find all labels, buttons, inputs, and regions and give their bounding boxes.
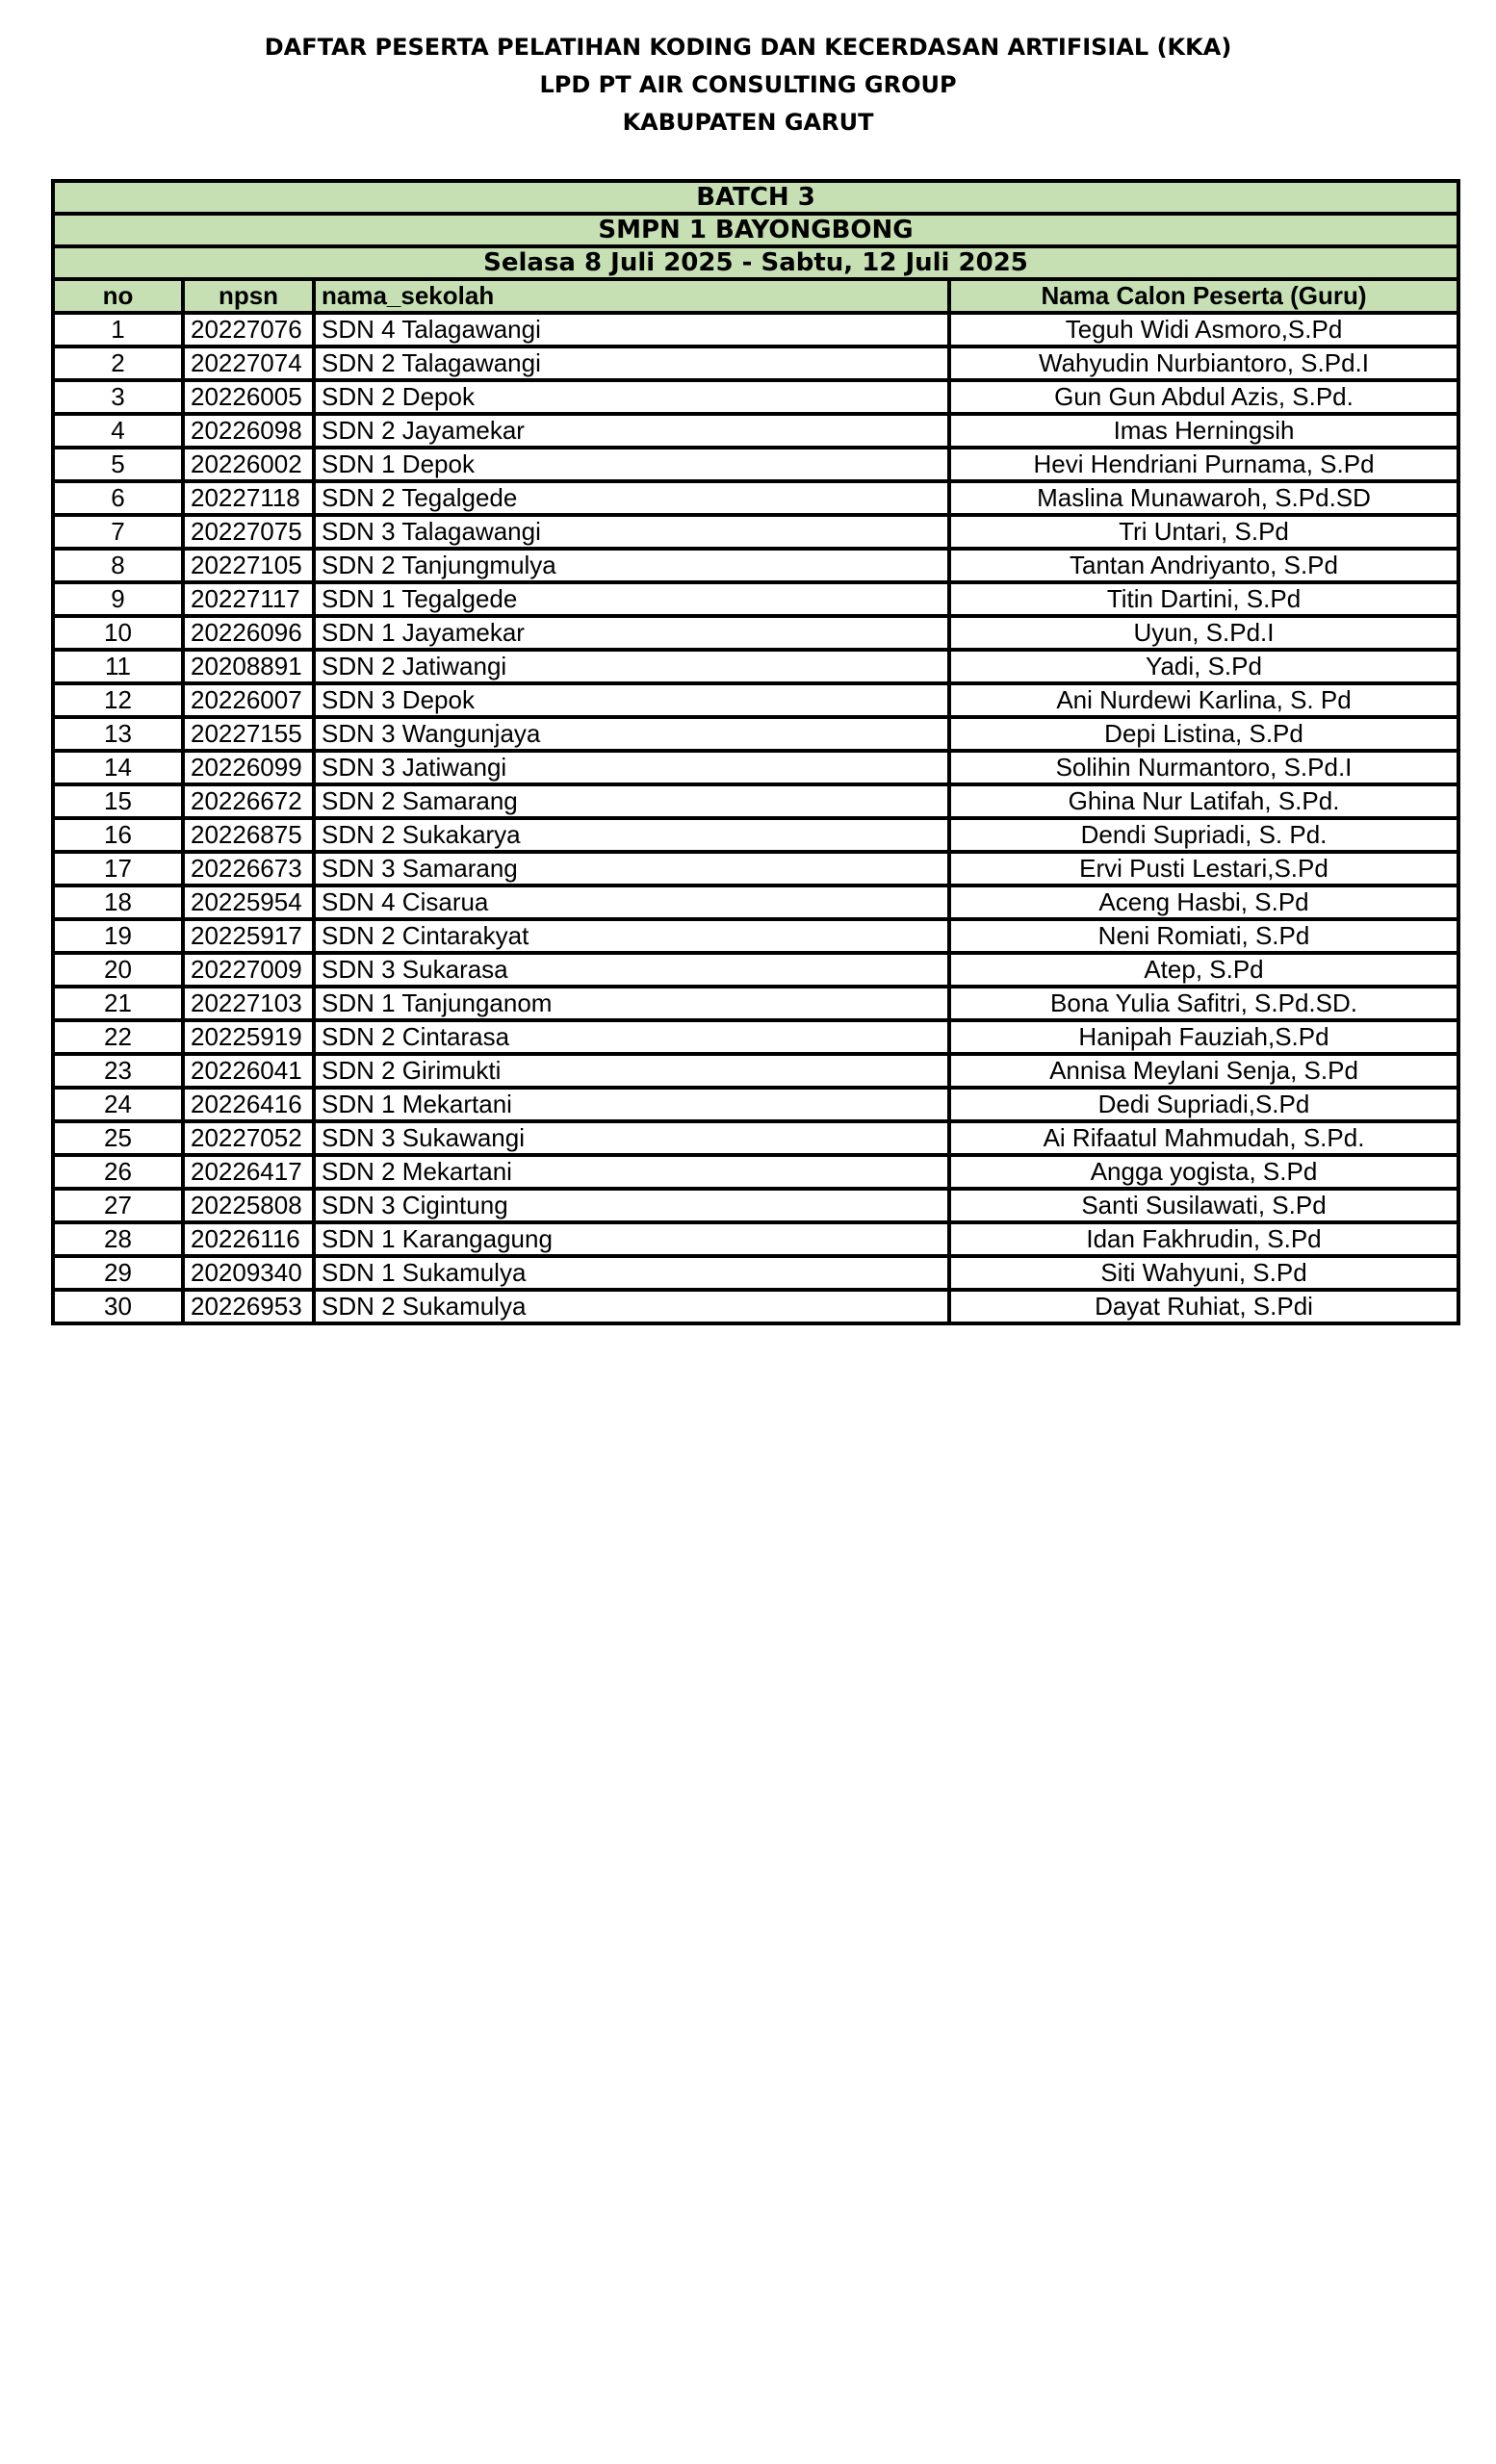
row-number: 4 (53, 414, 183, 448)
row-participant-name: Uyun, S.Pd.I (949, 616, 1458, 650)
row-school-name: SDN 2 Depok (314, 380, 949, 414)
row-school-name: SDN 2 Jayamekar (314, 414, 949, 448)
row-school-name: SDN 3 Cigintung (314, 1189, 949, 1222)
row-number: 2 (53, 346, 183, 380)
row-npsn: 20227105 (183, 549, 314, 582)
row-participant-name: Depi Listina, S.Pd (949, 717, 1458, 751)
row-npsn: 20226099 (183, 751, 314, 784)
row-npsn: 20227075 (183, 515, 314, 549)
row-number: 18 (53, 886, 183, 919)
row-number: 28 (53, 1222, 183, 1256)
column-header-npsn: npsn (183, 279, 314, 313)
table-row (53, 751, 1458, 784)
row-participant-name: Yadi, S.Pd (949, 650, 1458, 683)
table-row (53, 953, 1458, 987)
table-row (53, 818, 1458, 852)
row-participant-name: Ai Rifaatul Mahmudah, S.Pd. (949, 1121, 1458, 1155)
row-npsn: 20226416 (183, 1088, 314, 1121)
row-participant-name: Bona Yulia Safitri, S.Pd.SD. (949, 987, 1458, 1020)
row-number: 1 (53, 313, 183, 346)
row-school-name: SDN 2 Talagawangi (314, 346, 949, 380)
title-line-1: DAFTAR PESERTA PELATIHAN KODING DAN KECERDASAN ARTIFISIAL (KKA) (264, 34, 1232, 61)
table-row (53, 919, 1458, 953)
row-school-name: SDN 3 Sukawangi (314, 1121, 949, 1155)
row-npsn: 20227009 (183, 953, 314, 987)
row-npsn: 20226096 (183, 616, 314, 650)
row-participant-name: Ani Nurdewi Karlina, S. Pd (949, 683, 1458, 717)
table-row (53, 683, 1458, 717)
row-npsn: 20225917 (183, 919, 314, 953)
row-school-name: SDN 3 Samarang (314, 852, 949, 886)
batch-label: BATCH 3 (53, 181, 1458, 214)
row-school-name: SDN 1 Sukamulya (314, 1256, 949, 1290)
row-npsn: 20226005 (183, 380, 314, 414)
row-participant-name: Angga yogista, S.Pd (949, 1155, 1458, 1189)
row-participant-name: Atep, S.Pd (949, 953, 1458, 987)
table-row (53, 1256, 1458, 1290)
row-npsn: 20226002 (183, 448, 314, 481)
row-number: 5 (53, 448, 183, 481)
row-number: 6 (53, 481, 183, 515)
row-number: 27 (53, 1189, 183, 1222)
table-row (53, 784, 1458, 818)
row-school-name: SDN 2 Sukakarya (314, 818, 949, 852)
row-participant-name: Annisa Meylani Senja, S.Pd (949, 1054, 1458, 1088)
table-row (53, 616, 1458, 650)
table-row (53, 1222, 1458, 1256)
table-row (53, 886, 1458, 919)
table-row (53, 515, 1458, 549)
row-number: 30 (53, 1290, 183, 1323)
row-number: 19 (53, 919, 183, 953)
column-header-school: nama_sekolah (314, 279, 949, 313)
row-npsn: 20226953 (183, 1290, 314, 1323)
row-participant-name: Gun Gun Abdul Azis, S.Pd. (949, 380, 1458, 414)
row-npsn: 20208891 (183, 650, 314, 683)
row-number: 20 (53, 953, 183, 987)
row-participant-name: Hevi Hendriani Purnama, S.Pd (949, 448, 1458, 481)
table-row (53, 1054, 1458, 1088)
row-npsn: 20227076 (183, 313, 314, 346)
row-participant-name: Dedi Supriadi,S.Pd (949, 1088, 1458, 1121)
row-number: 3 (53, 380, 183, 414)
table-row (53, 987, 1458, 1020)
row-school-name: SDN 2 Cintarasa (314, 1020, 949, 1054)
row-number: 12 (53, 683, 183, 717)
row-school-name: SDN 2 Tanjungmulya (314, 549, 949, 582)
date-range-label: Selasa 8 Juli 2025 - Sabtu, 12 Juli 2025 (53, 246, 1458, 279)
row-npsn: 20227155 (183, 717, 314, 751)
row-number: 22 (53, 1020, 183, 1054)
row-school-name: SDN 2 Jatiwangi (314, 650, 949, 683)
row-number: 13 (53, 717, 183, 751)
row-npsn: 20226672 (183, 784, 314, 818)
row-school-name: SDN 1 Karangagung (314, 1222, 949, 1256)
table-row (53, 549, 1458, 582)
column-header-no: no (53, 279, 183, 313)
table-row (53, 717, 1458, 751)
row-npsn: 20226417 (183, 1155, 314, 1189)
row-npsn: 20227118 (183, 481, 314, 515)
table-row (53, 414, 1458, 448)
row-number: 8 (53, 549, 183, 582)
table-row (53, 1290, 1458, 1323)
row-number: 16 (53, 818, 183, 852)
row-school-name: SDN 3 Wangunjaya (314, 717, 949, 751)
row-school-name: SDN 2 Mekartani (314, 1155, 949, 1189)
row-npsn: 20209340 (183, 1256, 314, 1290)
row-school-name: SDN 1 Jayamekar (314, 616, 949, 650)
row-school-name: SDN 2 Tegalgede (314, 481, 949, 515)
row-participant-name: Ervi Pusti Lestari,S.Pd (949, 852, 1458, 886)
table-row (53, 346, 1458, 380)
table-row (53, 313, 1458, 346)
row-number: 29 (53, 1256, 183, 1290)
row-participant-name: Aceng Hasbi, S.Pd (949, 886, 1458, 919)
row-npsn: 20227074 (183, 346, 314, 380)
table-row (53, 1088, 1458, 1121)
table-row (53, 852, 1458, 886)
row-npsn: 20227052 (183, 1121, 314, 1155)
row-npsn: 20226098 (183, 414, 314, 448)
table-row (53, 582, 1458, 616)
row-number: 24 (53, 1088, 183, 1121)
table-row (53, 481, 1458, 515)
row-participant-name: Imas Herningsih (949, 414, 1458, 448)
row-participant-name: Siti Wahyuni, S.Pd (949, 1256, 1458, 1290)
row-school-name: SDN 2 Cintarakyat (314, 919, 949, 953)
row-participant-name: Santi Susilawati, S.Pd (949, 1189, 1458, 1222)
row-number: 11 (53, 650, 183, 683)
row-participant-name: Solihin Nurmantoro, S.Pd.I (949, 751, 1458, 784)
row-number: 15 (53, 784, 183, 818)
table-row (53, 1155, 1458, 1189)
row-school-name: SDN 3 Jatiwangi (314, 751, 949, 784)
row-participant-name: Dayat Ruhiat, S.Pdi (949, 1290, 1458, 1323)
row-number: 10 (53, 616, 183, 650)
row-number: 25 (53, 1121, 183, 1155)
row-number: 9 (53, 582, 183, 616)
document-title (0, 29, 1496, 141)
row-npsn: 20225954 (183, 886, 314, 919)
row-school-name: SDN 2 Sukamulya (314, 1290, 949, 1323)
row-school-name: SDN 2 Samarang (314, 784, 949, 818)
row-number: 17 (53, 852, 183, 886)
row-school-name: SDN 1 Tegalgede (314, 582, 949, 616)
table-row (53, 1189, 1458, 1222)
row-number: 26 (53, 1155, 183, 1189)
row-participant-name: Tantan Andriyanto, S.Pd (949, 549, 1458, 582)
row-school-name: SDN 1 Depok (314, 448, 949, 481)
row-participant-name: Wahyudin Nurbiantoro, S.Pd.I (949, 346, 1458, 380)
participant-table (51, 179, 1460, 1325)
row-participant-name: Idan Fakhrudin, S.Pd (949, 1222, 1458, 1256)
row-participant-name: Neni Romiati, S.Pd (949, 919, 1458, 953)
row-participant-name: Maslina Munawaroh, S.Pd.SD (949, 481, 1458, 515)
row-npsn: 20225919 (183, 1020, 314, 1054)
table-row (53, 1020, 1458, 1054)
row-school-name: SDN 3 Sukarasa (314, 953, 949, 987)
table-body (53, 313, 1458, 1323)
row-number: 14 (53, 751, 183, 784)
row-participant-name: Tri Untari, S.Pd (949, 515, 1458, 549)
row-npsn: 20226116 (183, 1222, 314, 1256)
row-participant-name: Teguh Widi Asmoro,S.Pd (949, 313, 1458, 346)
row-school-name: SDN 4 Talagawangi (314, 313, 949, 346)
row-npsn: 20227117 (183, 582, 314, 616)
row-npsn: 20225808 (183, 1189, 314, 1222)
title-line-2: LPD PT AIR CONSULTING GROUP (539, 71, 957, 98)
table-row (53, 1121, 1458, 1155)
title-line-3: KABUPATEN GARUT (622, 109, 874, 136)
row-school-name: SDN 3 Talagawangi (314, 515, 949, 549)
row-school-name: SDN 1 Mekartani (314, 1088, 949, 1121)
row-npsn: 20226875 (183, 818, 314, 852)
row-npsn: 20226673 (183, 852, 314, 886)
row-participant-name: Titin Dartini, S.Pd (949, 582, 1458, 616)
row-school-name: SDN 4 Cisarua (314, 886, 949, 919)
row-school-name: SDN 2 Girimukti (314, 1054, 949, 1088)
row-npsn: 20226041 (183, 1054, 314, 1088)
row-school-name: SDN 1 Tanjunganom (314, 987, 949, 1020)
row-participant-name: Hanipah Fauziah,S.Pd (949, 1020, 1458, 1054)
table-row (53, 380, 1458, 414)
venue-label: SMPN 1 BAYONGBONG (53, 214, 1458, 246)
row-number: 21 (53, 987, 183, 1020)
row-npsn: 20226007 (183, 683, 314, 717)
row-participant-name: Dendi Supriadi, S. Pd. (949, 818, 1458, 852)
row-number: 7 (53, 515, 183, 549)
row-school-name: SDN 3 Depok (314, 683, 949, 717)
row-participant-name: Ghina Nur Latifah, S.Pd. (949, 784, 1458, 818)
column-header-participant: Nama Calon Peserta (Guru) (949, 279, 1458, 313)
table-row (53, 650, 1458, 683)
row-number: 23 (53, 1054, 183, 1088)
table-row (53, 448, 1458, 481)
row-npsn: 20227103 (183, 987, 314, 1020)
